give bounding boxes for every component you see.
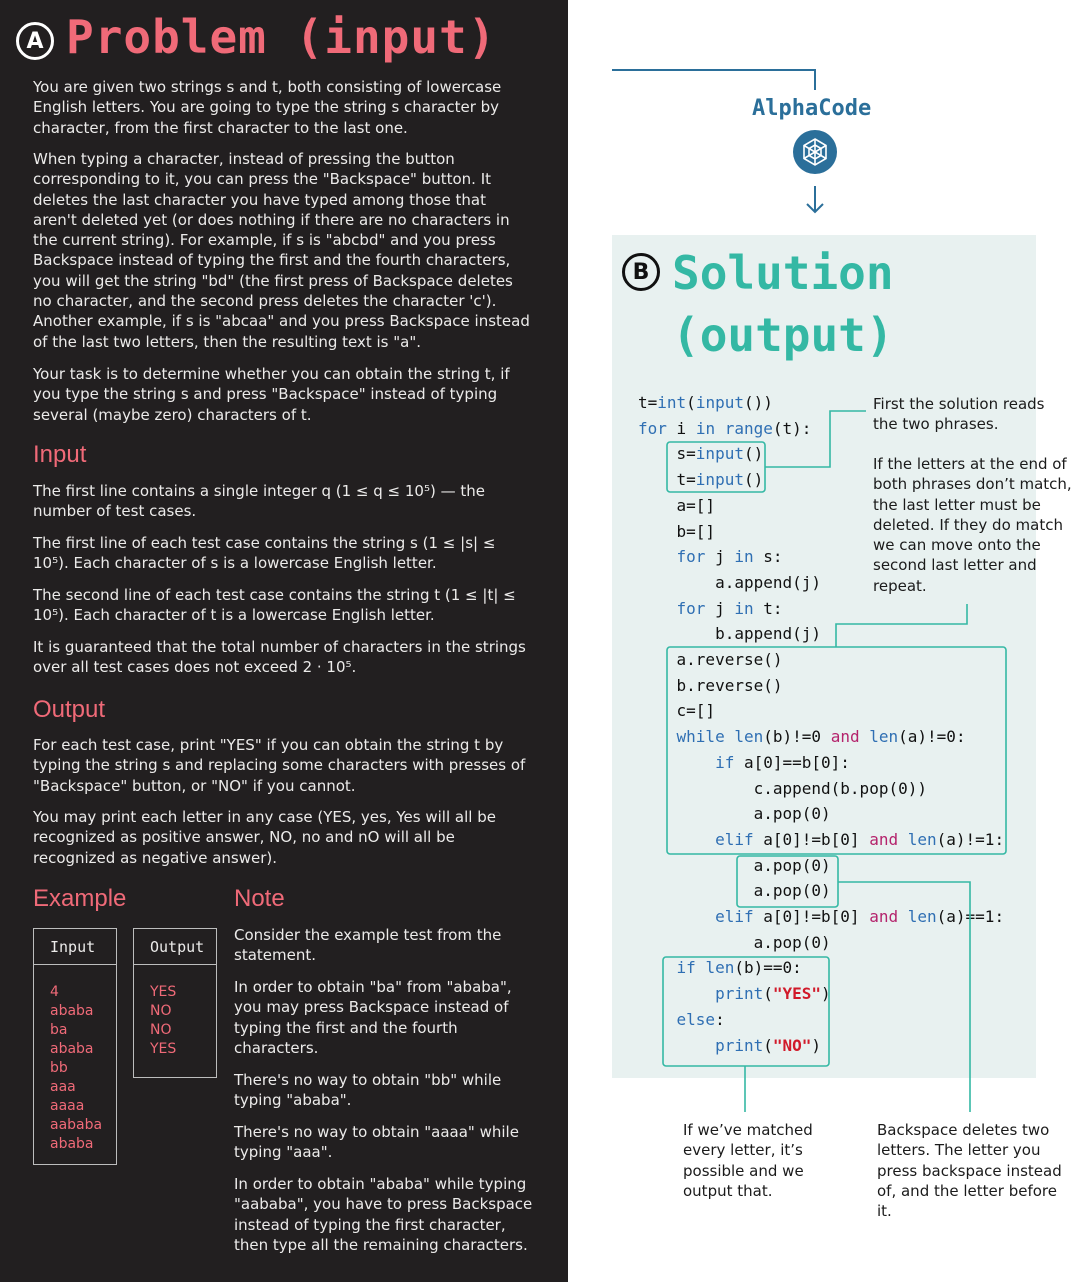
- problem-title: Problem (input): [66, 10, 497, 64]
- note-paragraph-1: Consider the example test from the statement.: [234, 926, 502, 965]
- example-output-values: YES NO NO YES: [150, 984, 177, 1057]
- example-heading: Example: [33, 885, 127, 912]
- example-output-box: [133, 928, 217, 1078]
- code-line: if len(b)==0:: [676, 958, 802, 978]
- note-paragraph-4: There's no way to obtain "aaaa" while typing "aaa".: [234, 1123, 519, 1162]
- code-line: c.append(b.pop(0)): [638, 778, 927, 798]
- code-line: b.append(j): [638, 624, 822, 644]
- solution-badge: B: [622, 253, 660, 291]
- output-heading: Output: [33, 696, 106, 723]
- code-line: b.reverse(): [638, 675, 783, 695]
- annotation-read-input: First the solution reads the two phrases.: [873, 395, 1045, 434]
- code-line: elif a[0]!=b[0] and len(a)==1:: [715, 907, 1005, 926]
- code-line: for j in s:: [676, 547, 783, 567]
- problem-paragraph-2: When typing a character, instead of pressing the button corresponding to it, you can press the "Backspace" button. It deletes the last character you have typed among those that aren't deleted yet (or does nothing if there are no characters in the current string). For example, if s is "abcbd" and you press Backspace instead of typing the first and the fourth characters, you will get the string "bd" (the first press of Backspace deletes no character, and the second press deletes the character 'c'). Another example, if s is "abcaa" and you press Backspace instead of the last two letters, then the resulting text is "a".: [33, 150, 530, 351]
- annotation-backspace: Backspace deletes two letters. The letter you press backspace instead of, and the letter before it.: [877, 1121, 1062, 1221]
- note-paragraph-5: In order to obtain "ababa" while typing "aababa", you have to press Backspace instead of typing the first character, then type all the remaining characters.: [234, 1175, 533, 1254]
- code-line: a.pop(0): [638, 881, 831, 901]
- code-line: if a[0]==b[0]:: [715, 752, 850, 772]
- output-paragraph-1: For each test case, print "YES" if you can obtain the string t by typing the string s and replacing some characters with presses of "Backspace" button, or "NO" if you cannot.: [33, 736, 526, 795]
- code-line: t=input(): [638, 470, 764, 490]
- solution-title: Solution (output): [672, 246, 894, 362]
- code-line: c=[]: [638, 701, 716, 721]
- input-paragraph-2: The first line of each test case contains the string s (1 ≤ |s| ≤ 10⁵). Each character of s is a lowercase English letter.: [33, 534, 496, 573]
- problem-paragraph-3: Your task is to determine whether you can obtain the string t, if you type the string s and press "Backspace" instead of typing several (maybe zero) characters of t.: [33, 365, 510, 424]
- code-line: b=[]: [638, 521, 716, 541]
- example-input-box: [33, 928, 117, 1165]
- alphacode-label: AlphaCode: [752, 96, 872, 121]
- output-paragraph-2: You may print each letter in any case (YES, yes, Yes will all be recognized as positive answer, NO, no and nO will all be recognized as negative answer).: [33, 808, 496, 867]
- annotation-match-logic: If the letters at the end of both phrases don’t match, the last letter must be deleted. If they do match we can move onto the second last letter and repeat.: [873, 455, 1072, 595]
- code-line: a.pop(0): [638, 932, 831, 952]
- input-heading: Input: [33, 441, 87, 468]
- example-input-label: Input: [34, 929, 116, 965]
- input-paragraph-3: The second line of each test case contains the string t (1 ≤ |t| ≤ 10⁵). Each character of t is a lowercase English letter.: [33, 586, 516, 625]
- code-line: a.reverse(): [638, 650, 783, 669]
- code-line: a.pop(0): [638, 804, 831, 824]
- code-line: print("NO"): [715, 1035, 822, 1055]
- code-line: a.pop(0): [638, 855, 831, 875]
- code-line: s=input(): [638, 444, 764, 464]
- code-line: for i in range(t):: [638, 418, 812, 438]
- code-line: else:: [676, 1009, 725, 1029]
- input-paragraph-4: It is guaranteed that the total number of characters in the strings over all test cases does not exceed 2 · 10⁵.: [33, 638, 526, 677]
- arrow-down-icon: [807, 186, 823, 212]
- code-line: while len(b)!=0 and len(a)!=0:: [676, 727, 966, 747]
- input-paragraph-1: The first line contains a single integer q (1 ≤ q ≤ 10⁵) — the number of test cases.: [33, 482, 485, 521]
- problem-badge: A: [16, 22, 54, 60]
- code-line: a.append(j): [638, 572, 822, 592]
- code-line: t=int(input()): [638, 393, 773, 412]
- note-heading: Note: [234, 885, 285, 912]
- annotation-output: If we’ve matched every letter, it’s possible and we output that.: [683, 1121, 813, 1200]
- code-line: print("YES"): [715, 984, 831, 1004]
- alphacode-logo-icon: [793, 130, 837, 174]
- flow-connector-in: [612, 70, 815, 90]
- example-output-label: Output: [134, 929, 216, 965]
- code-line: elif a[0]!=b[0] and len(a)!=1:: [715, 829, 1005, 849]
- note-paragraph-2: In order to obtain "ba" from "ababa", you may press Backspace instead of typing the first and the fourth characters.: [234, 978, 512, 1057]
- code-line: for j in t:: [676, 598, 783, 618]
- example-input-values: 4 ababa ba ababa bb aaa aaaa aababa ababa: [50, 984, 103, 1152]
- problem-paragraph-1: You are given two strings s and t, both consisting of lowercase English letters. You are going to type the string s character by character, from the first character to the last one.: [33, 78, 502, 137]
- code-line: a=[]: [638, 495, 716, 515]
- note-paragraph-3: There's no way to obtain "bb" while typing "ababa".: [234, 1071, 502, 1110]
